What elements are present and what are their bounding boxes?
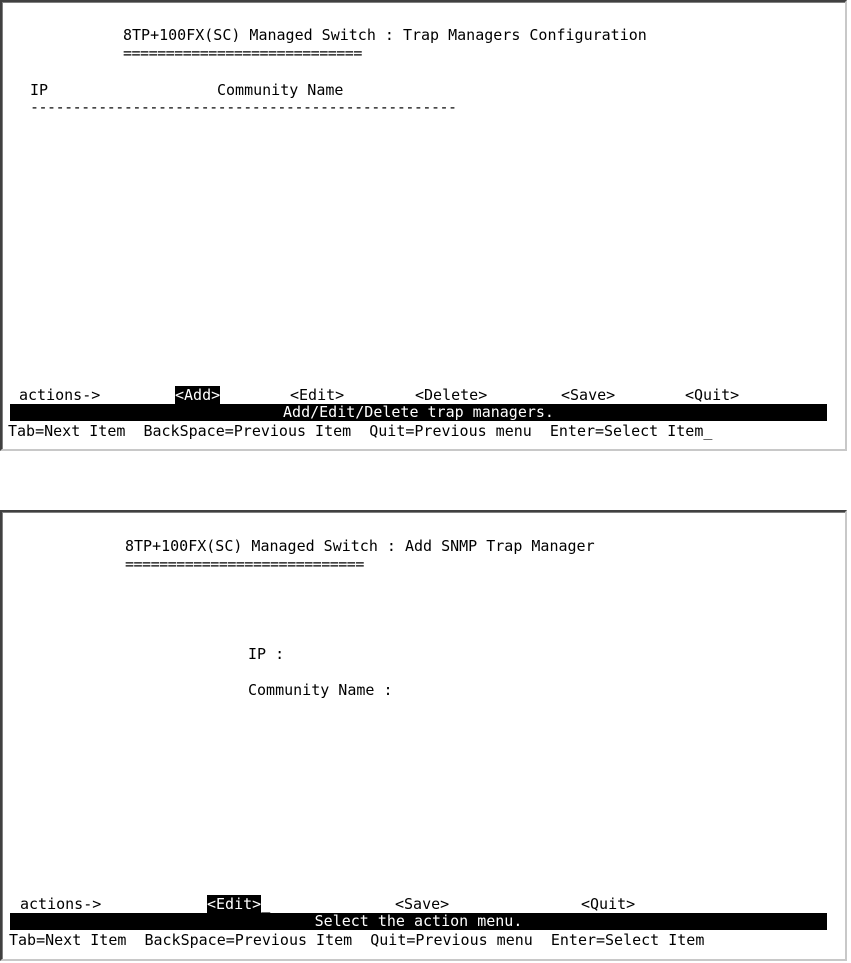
action-delete-button[interactable]: <Delete> bbox=[415, 386, 488, 404]
action-quit-button[interactable]: <Quit> bbox=[581, 895, 636, 913]
page-title: 8TP+100FX(SC) Managed Switch : Add SNMP Trap Manager bbox=[125, 537, 595, 555]
help-line bbox=[8, 422, 712, 440]
column-header-community-name: Community Name bbox=[217, 81, 344, 99]
column-header-ip: IP bbox=[30, 81, 49, 99]
action-save-button[interactable]: <Save> bbox=[561, 386, 616, 404]
table-header-rule: -------------------------------------------------- bbox=[30, 98, 457, 116]
title-underline: ============================ bbox=[123, 44, 362, 62]
terminal-window-add-trap-manager bbox=[0, 510, 847, 961]
action-quit-button[interactable]: <Quit> bbox=[685, 386, 740, 404]
action-edit-group bbox=[207, 895, 270, 913]
terminal-window-trap-managers bbox=[0, 0, 847, 451]
action-save-button[interactable]: <Save> bbox=[395, 895, 450, 913]
status-bar: Add/Edit/Delete trap managers. bbox=[10, 404, 827, 421]
text-cursor: _ bbox=[703, 422, 713, 440]
action-add-button[interactable]: <Add> bbox=[175, 386, 221, 404]
ip-field-label: IP : bbox=[248, 645, 285, 663]
action-edit-button[interactable]: <Edit> bbox=[290, 386, 345, 404]
text-cursor: _ bbox=[261, 895, 271, 913]
community-name-field-label: Community Name : bbox=[248, 681, 393, 699]
actions-label: actions-> bbox=[20, 895, 102, 913]
help-text: Tab=Next Item BackSpace=Previous Item Quit=Previous menu Enter=Select Item bbox=[8, 422, 704, 440]
help-line: Tab=Next Item BackSpace=Previous Item Quit=Previous menu Enter=Select Item bbox=[9, 931, 705, 949]
status-bar: Select the action menu. bbox=[10, 913, 827, 930]
action-edit-button[interactable]: <Edit> bbox=[207, 895, 262, 913]
page-title: 8TP+100FX(SC) Managed Switch : Trap Managers Configuration bbox=[123, 26, 647, 44]
actions-label: actions-> bbox=[19, 386, 101, 404]
title-underline: ============================ bbox=[125, 555, 364, 573]
